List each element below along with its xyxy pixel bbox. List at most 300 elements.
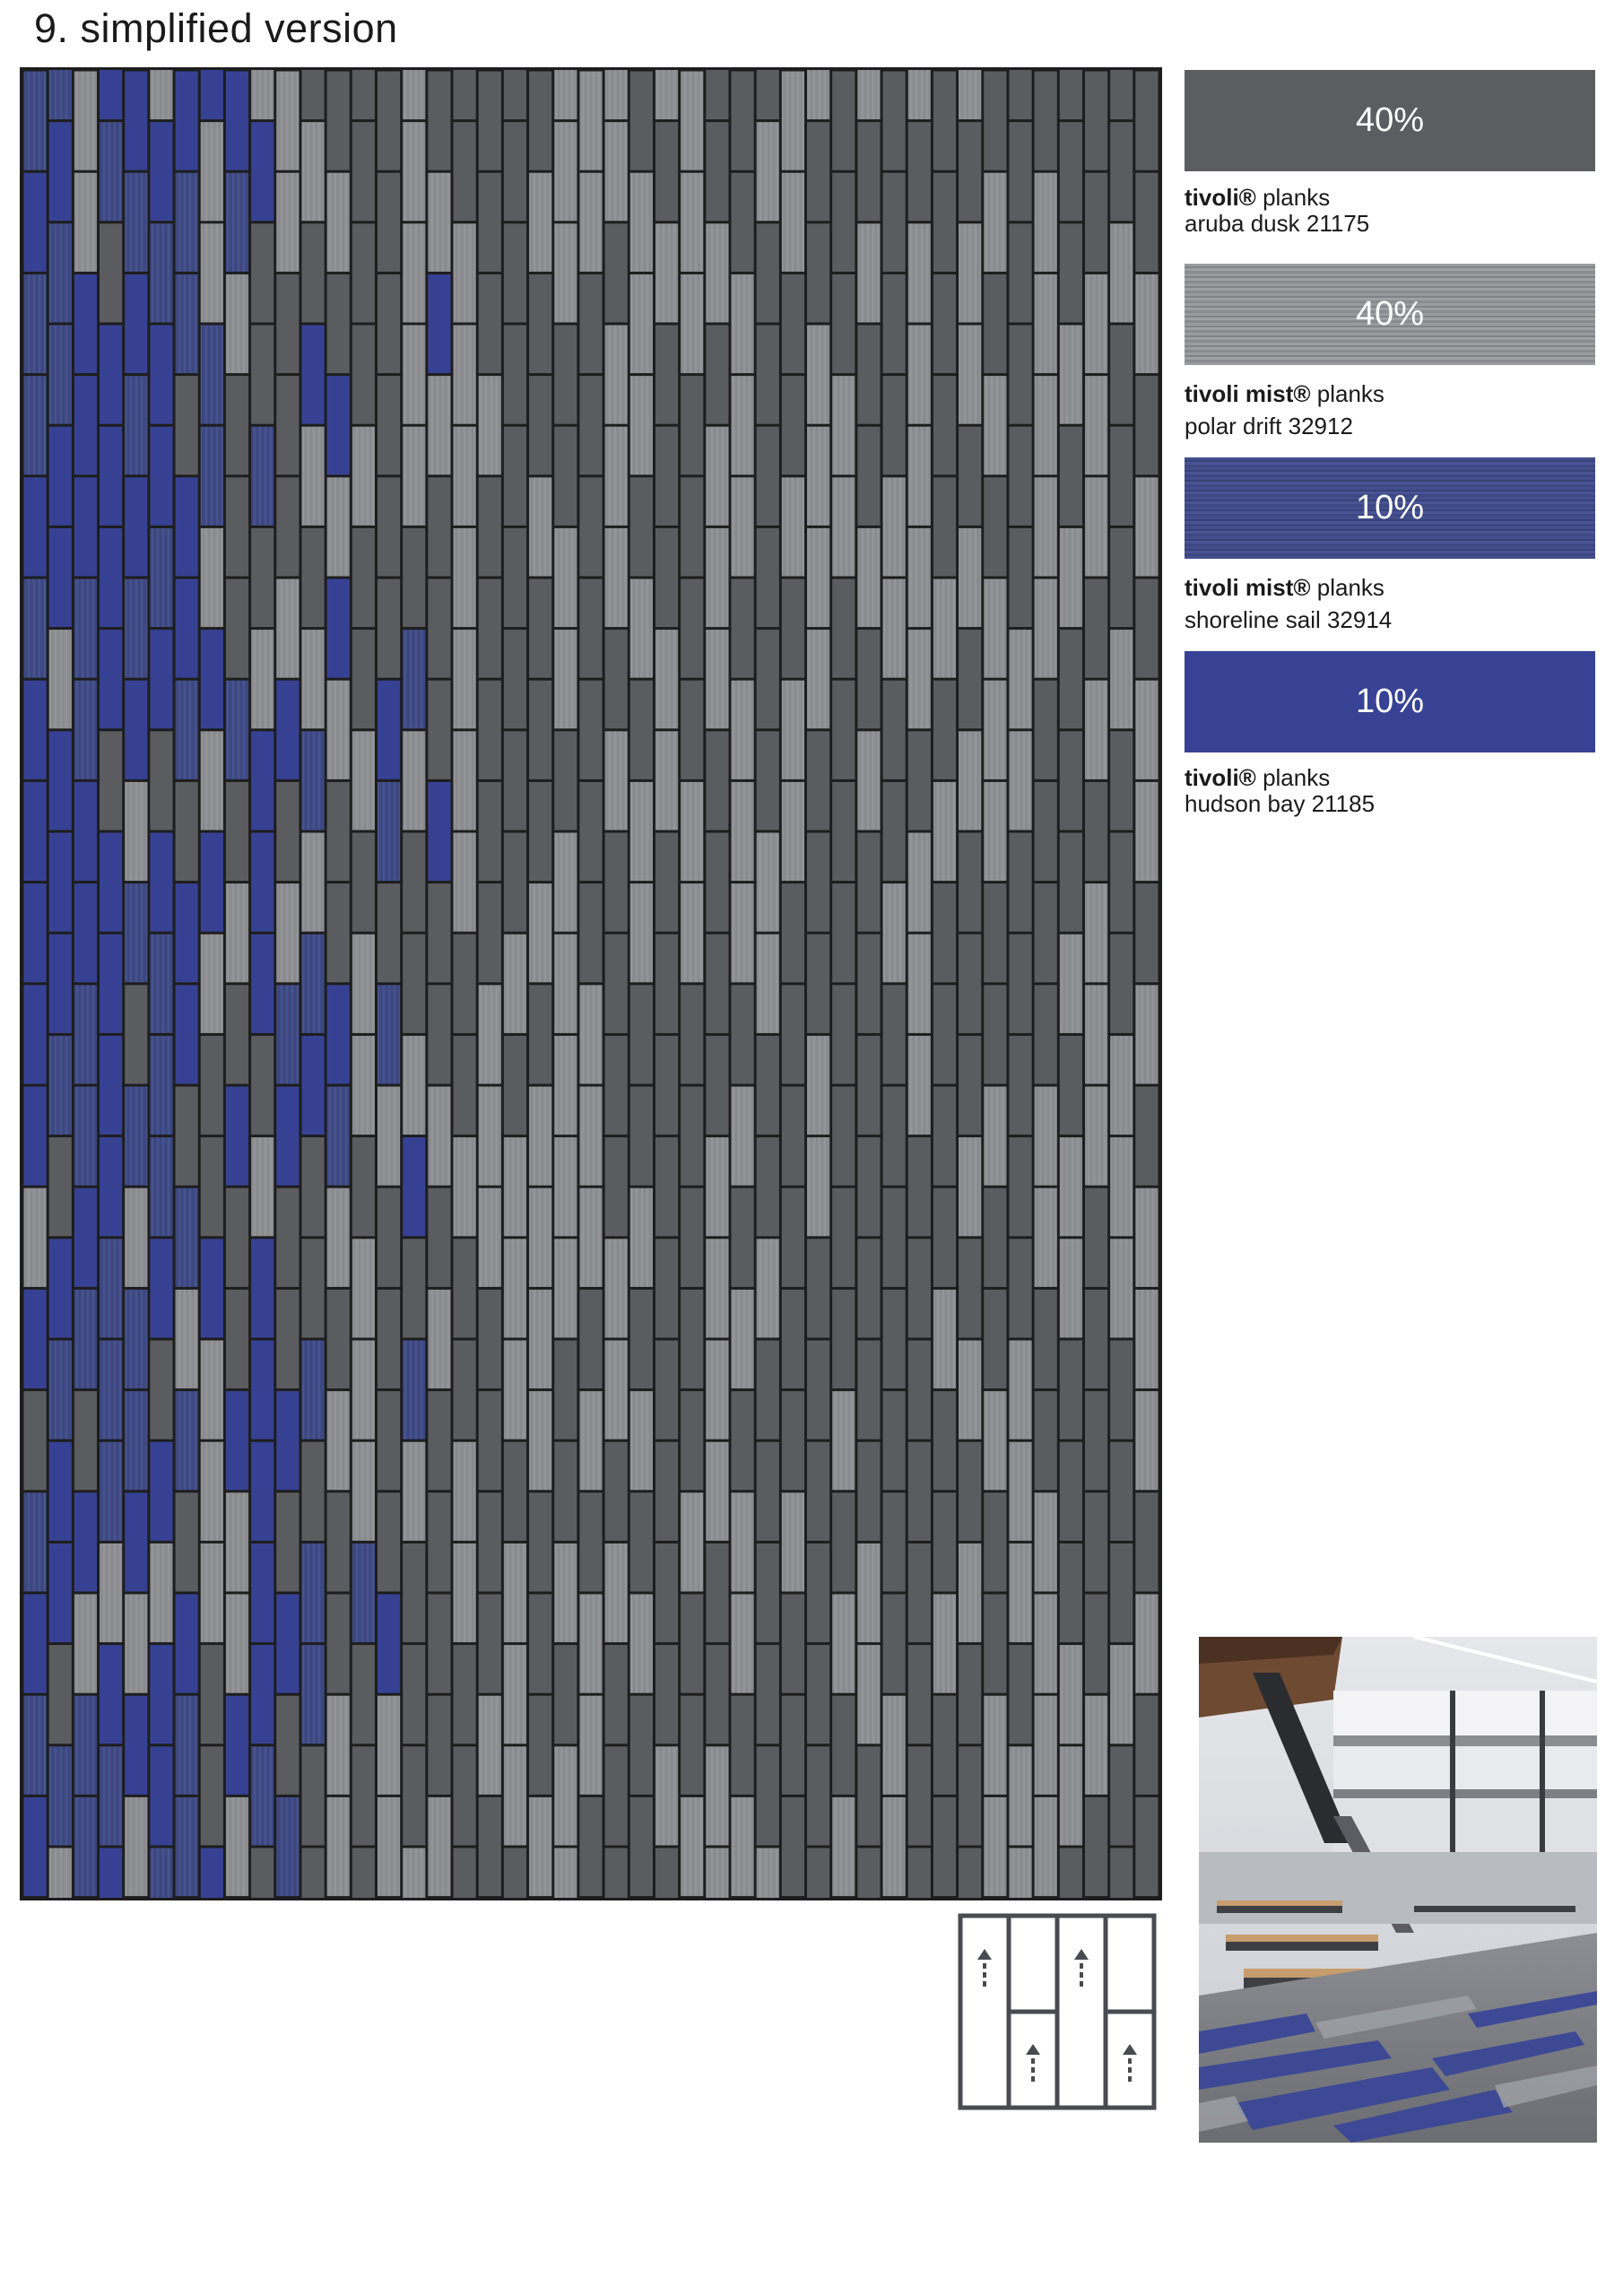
plank: [832, 883, 855, 982]
plank: [883, 1188, 906, 1287]
plank: [378, 477, 400, 576]
plank: [782, 1595, 804, 1693]
plank: [933, 72, 956, 170]
plank-texture: [579, 173, 602, 272]
plank: [24, 985, 47, 1083]
plank: [226, 1696, 248, 1795]
plank-texture: [529, 173, 551, 272]
plank-texture: [226, 173, 248, 272]
plank: [807, 1848, 829, 1899]
plank-texture: [150, 1036, 172, 1135]
plank: [1085, 1290, 1107, 1388]
plank: [832, 1087, 855, 1186]
plank: [681, 1595, 703, 1693]
plank: [428, 782, 450, 881]
plank: [782, 1391, 804, 1490]
plank: [378, 1595, 400, 1693]
plank: [655, 1239, 678, 1337]
plank: [201, 70, 223, 119]
plank: [201, 1848, 223, 1899]
plank-texture: [74, 1290, 97, 1388]
plank: [251, 1341, 273, 1439]
plank: [807, 1645, 829, 1744]
plank: [1009, 935, 1031, 1033]
plank: [1060, 1341, 1082, 1439]
plank: [150, 1239, 172, 1337]
plank-texture: [24, 1492, 47, 1591]
swatch-aruba-dusk: [1185, 70, 1595, 171]
plank: [655, 326, 678, 424]
plank-texture: [529, 883, 551, 982]
plank-texture: [782, 477, 804, 576]
plank-texture: [933, 782, 956, 881]
plank: [176, 579, 198, 678]
plank-texture: [1085, 376, 1107, 474]
plank: [150, 731, 172, 830]
plank: [908, 1645, 931, 1744]
plank-texture: [251, 1746, 273, 1845]
plank: [276, 1290, 299, 1388]
plank-texture: [630, 1595, 653, 1693]
plank: [49, 427, 72, 526]
plank-texture: [554, 528, 577, 627]
plank: [605, 833, 628, 932]
plank-texture: [959, 1137, 981, 1236]
plank-texture: [403, 122, 425, 221]
plank: [1009, 223, 1031, 322]
plank-texture: [757, 1239, 779, 1337]
plank: [352, 1645, 375, 1744]
plank-texture: [984, 1797, 1006, 1896]
plank-texture: [201, 528, 223, 627]
plank-texture: [630, 579, 653, 678]
plank: [883, 985, 906, 1083]
plank: [201, 1746, 223, 1845]
plank: [428, 1696, 450, 1795]
plank: [251, 1239, 273, 1337]
plank: [479, 1797, 501, 1896]
plank: [984, 477, 1006, 576]
plank: [731, 579, 753, 678]
plank: [150, 1746, 172, 1845]
plank: [731, 985, 753, 1083]
plank-texture: [301, 122, 324, 221]
plank: [504, 70, 526, 119]
plank: [908, 1746, 931, 1845]
plank-texture: [1009, 1341, 1031, 1439]
plank: [757, 326, 779, 424]
plank: [378, 883, 400, 982]
plank: [933, 1087, 956, 1186]
plank-texture: [630, 173, 653, 272]
plank: [1085, 1391, 1107, 1490]
plank: [378, 1290, 400, 1388]
color-name: aruba dusk 21175: [1185, 210, 1370, 237]
plank: [479, 274, 501, 373]
plank-texture: [74, 72, 97, 170]
plank-texture: [1135, 1595, 1158, 1693]
plank-texture: [251, 630, 273, 728]
plank-texture: [529, 477, 551, 576]
plank: [24, 1595, 47, 1693]
plank: [226, 1391, 248, 1490]
plank: [100, 1036, 122, 1135]
plank-texture: [731, 274, 753, 373]
plank-texture: [681, 274, 703, 373]
plank: [100, 1848, 122, 1899]
plank-texture: [352, 1036, 375, 1135]
plank: [655, 1341, 678, 1439]
plank: [176, 1492, 198, 1591]
plank-texture: [706, 1746, 728, 1845]
plank-texture: [454, 1137, 476, 1236]
plank: [327, 376, 350, 474]
plank-texture: [681, 173, 703, 272]
plank: [352, 630, 375, 728]
plank-texture: [554, 1239, 577, 1337]
plank-texture: [1060, 1746, 1082, 1845]
plank: [1060, 630, 1082, 728]
plank-texture: [1085, 1696, 1107, 1795]
plank: [731, 72, 753, 170]
plank: [479, 883, 501, 982]
plank: [150, 1341, 172, 1439]
plank: [1135, 1696, 1158, 1795]
plank-texture: [1135, 985, 1158, 1083]
plank-texture: [125, 1595, 147, 1693]
plank: [832, 579, 855, 678]
plank: [352, 326, 375, 424]
plank-texture: [74, 681, 97, 779]
swatch-percent: 40%: [1355, 295, 1425, 333]
plank: [1110, 70, 1133, 119]
product-name: planks: [1263, 184, 1331, 211]
plank-texture: [1085, 681, 1107, 779]
plank: [933, 274, 956, 373]
plank-texture: [681, 72, 703, 170]
plank: [933, 1696, 956, 1795]
plank: [1009, 1137, 1031, 1236]
plank-texture: [201, 935, 223, 1033]
plank: [125, 274, 147, 373]
plank-texture: [933, 579, 956, 678]
color-name: polar drift 32912: [1185, 413, 1353, 439]
swatch-percent: 40%: [1355, 101, 1425, 139]
plank-texture: [757, 122, 779, 221]
plank: [176, 883, 198, 982]
plank: [1110, 1848, 1133, 1899]
plank: [1135, 1797, 1158, 1896]
plank: [959, 1645, 981, 1744]
plank: [504, 326, 526, 424]
plank: [504, 1442, 526, 1541]
plank-texture: [276, 173, 299, 272]
plank: [454, 1341, 476, 1439]
plank-texture: [327, 173, 350, 272]
plank: [857, 1036, 880, 1135]
plank: [226, 477, 248, 576]
plank: [378, 681, 400, 779]
plank: [504, 833, 526, 932]
plank: [504, 528, 526, 627]
plank: [226, 1087, 248, 1186]
plank-texture: [731, 376, 753, 474]
plank: [301, 70, 324, 119]
plank-texture: [201, 731, 223, 830]
plank: [1060, 833, 1082, 932]
plank: [630, 1492, 653, 1591]
plank-texture: [74, 173, 97, 272]
plank: [807, 731, 829, 830]
plank: [857, 122, 880, 221]
plank: [276, 1188, 299, 1287]
plank: [655, 935, 678, 1033]
plank: [959, 630, 981, 728]
plank-texture: [984, 1087, 1006, 1186]
plank: [428, 1595, 450, 1693]
plank-texture: [276, 579, 299, 678]
plank-texture: [428, 1290, 450, 1388]
plank: [1110, 427, 1133, 526]
plank: [529, 1492, 551, 1591]
plank: [883, 1391, 906, 1490]
plank-texture: [1009, 731, 1031, 830]
plank-texture: [100, 1544, 122, 1642]
plank: [150, 1645, 172, 1744]
plank: [807, 1341, 829, 1439]
plank-texture: [883, 1696, 906, 1795]
plank: [1110, 528, 1133, 627]
plank: [49, 1137, 72, 1236]
plank-texture: [529, 1290, 551, 1388]
legend-label-aruba-dusk: [1185, 185, 1606, 237]
plank: [226, 1290, 248, 1388]
plank: [857, 1746, 880, 1845]
plank-texture: [757, 935, 779, 1033]
plank: [959, 122, 981, 221]
plank-texture: [24, 274, 47, 373]
plank: [150, 630, 172, 728]
plank: [301, 528, 324, 627]
plank-texture: [276, 1797, 299, 1896]
plank-layout-plan: [20, 67, 1162, 1900]
plank: [554, 1645, 577, 1744]
plank-texture: [630, 376, 653, 474]
plank: [352, 833, 375, 932]
plank: [378, 1188, 400, 1287]
plank: [428, 1492, 450, 1591]
plank: [74, 274, 97, 373]
plank: [49, 935, 72, 1033]
plank: [554, 1341, 577, 1439]
plank-texture: [327, 477, 350, 576]
plank: [984, 1492, 1006, 1591]
plank-texture: [352, 1544, 375, 1642]
plank: [251, 935, 273, 1033]
plank: [428, 985, 450, 1083]
plank-texture: [201, 122, 223, 221]
plank: [579, 1290, 602, 1388]
plank-texture: [908, 833, 931, 932]
plank-texture: [782, 1492, 804, 1591]
plank-texture: [681, 1797, 703, 1896]
plank-texture: [832, 1797, 855, 1896]
plank: [681, 681, 703, 779]
product-name: planks: [1263, 764, 1331, 791]
plank: [782, 376, 804, 474]
plank-texture: [428, 173, 450, 272]
plank-texture: [731, 1290, 753, 1388]
plank: [1110, 122, 1133, 221]
plank: [125, 72, 147, 170]
plank-texture: [24, 376, 47, 474]
plank-texture: [529, 1391, 551, 1490]
plank: [251, 528, 273, 627]
plank: [832, 1492, 855, 1591]
plank: [757, 630, 779, 728]
plank: [908, 1442, 931, 1541]
plank: [883, 681, 906, 779]
plank-texture: [1085, 274, 1107, 373]
plank: [1135, 72, 1158, 170]
plank: [24, 1797, 47, 1896]
plank: [655, 1848, 678, 1899]
plank: [579, 782, 602, 881]
legend-label-polar-drift: [1185, 378, 1606, 442]
plank: [1060, 427, 1082, 526]
plank: [226, 72, 248, 170]
plank: [327, 985, 350, 1083]
plank: [832, 274, 855, 373]
plank: [554, 427, 577, 526]
plank-texture: [984, 1391, 1006, 1490]
plank-texture: [655, 70, 678, 119]
plank-texture: [857, 223, 880, 322]
plank: [757, 1036, 779, 1135]
plank: [579, 1492, 602, 1591]
plank-texture: [74, 1797, 97, 1896]
plank: [1085, 173, 1107, 272]
plank-texture: [579, 1595, 602, 1693]
plank-texture: [24, 579, 47, 678]
plank: [226, 376, 248, 474]
plank: [403, 1239, 425, 1337]
plank: [984, 1595, 1006, 1693]
plank: [807, 1544, 829, 1642]
plank-texture: [327, 681, 350, 779]
plank: [706, 1645, 728, 1744]
plank: [933, 1188, 956, 1287]
plank: [352, 1848, 375, 1899]
plank: [24, 883, 47, 982]
plank: [757, 223, 779, 322]
plank-texture: [1035, 1492, 1057, 1591]
plank: [226, 782, 248, 881]
plank-texture: [655, 223, 678, 322]
plank: [1060, 1544, 1082, 1642]
plank-texture: [1035, 477, 1057, 576]
plank: [100, 528, 122, 627]
plank: [605, 1036, 628, 1135]
plank: [1060, 731, 1082, 830]
plank-texture: [301, 731, 324, 830]
plank: [933, 681, 956, 779]
plank: [757, 1645, 779, 1744]
plank: [454, 1848, 476, 1899]
plank-texture: [1135, 681, 1158, 779]
plank: [150, 122, 172, 221]
installation-arrows-icon: [958, 1913, 1157, 2110]
plank: [74, 883, 97, 982]
plank: [681, 1087, 703, 1186]
plank: [933, 985, 956, 1083]
plank: [1085, 1797, 1107, 1896]
plank: [832, 782, 855, 881]
plank: [176, 782, 198, 881]
plank-texture: [403, 427, 425, 526]
plank: [630, 1290, 653, 1388]
plank: [832, 1696, 855, 1795]
plank: [1035, 1391, 1057, 1490]
plank-texture: [100, 1341, 122, 1439]
plank-texture: [378, 1087, 400, 1186]
plank: [301, 223, 324, 322]
plank-texture: [74, 985, 97, 1083]
plank-texture: [201, 427, 223, 526]
plank-texture: [403, 731, 425, 830]
plank: [479, 1492, 501, 1591]
plank: [630, 477, 653, 576]
plank: [984, 274, 1006, 373]
plank-texture: [782, 782, 804, 881]
plank: [301, 1848, 324, 1899]
plank: [529, 376, 551, 474]
plank: [681, 579, 703, 678]
plank: [150, 833, 172, 932]
plank-texture: [125, 1797, 147, 1896]
plank: [984, 1188, 1006, 1287]
plank: [276, 1087, 299, 1186]
plank: [782, 1087, 804, 1186]
plank-texture: [352, 1341, 375, 1439]
plank-texture: [226, 883, 248, 982]
plank-texture: [49, 1746, 72, 1845]
plank: [251, 833, 273, 932]
plank-texture: [554, 1848, 577, 1899]
plank: [378, 274, 400, 373]
plank: [883, 782, 906, 881]
plank: [681, 477, 703, 576]
plank-texture: [403, 1848, 425, 1899]
plank: [655, 1137, 678, 1236]
plank-texture: [125, 1087, 147, 1186]
plank: [504, 122, 526, 221]
plank: [782, 985, 804, 1083]
plank: [403, 935, 425, 1033]
plank-texture: [150, 223, 172, 322]
plank: [1085, 1188, 1107, 1287]
plank: [857, 1239, 880, 1337]
plank-texture: [908, 427, 931, 526]
plank-texture: [857, 731, 880, 830]
plank-texture: [1060, 326, 1082, 424]
plank: [605, 935, 628, 1033]
plank-texture: [933, 1595, 956, 1693]
plank: [1009, 326, 1031, 424]
plank-texture: [706, 427, 728, 526]
plank: [352, 122, 375, 221]
plank: [327, 883, 350, 982]
